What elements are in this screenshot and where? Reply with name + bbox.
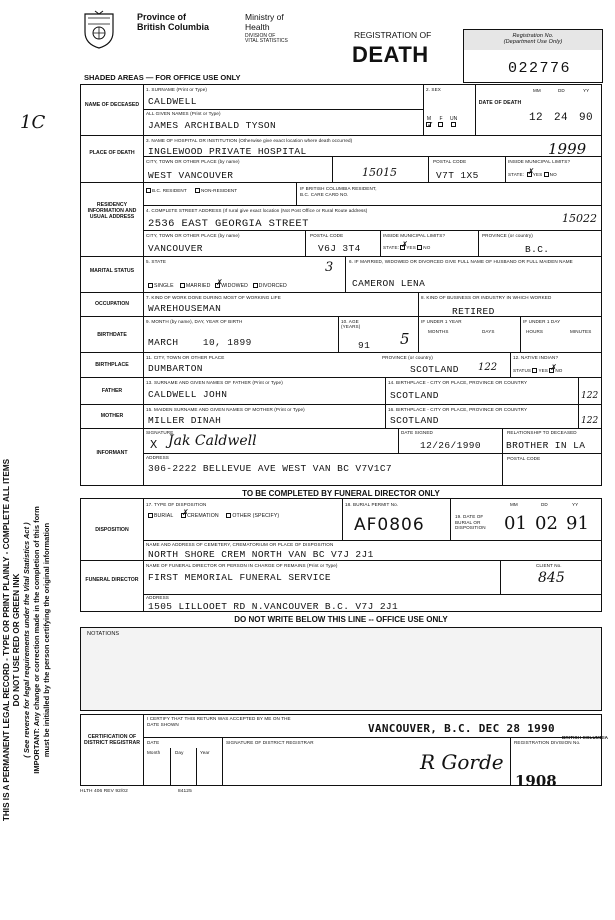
burial-dd: 02 [535,513,558,534]
label-state5: 5. STATE [146,259,167,264]
sex-un-label: UN [450,116,458,122]
mother-code: 122 [581,416,599,426]
label-mother-name: 15. MAIDEN SURNAME AND GIVEN NAMES OF MOTHER (Print or Type) [146,407,305,412]
bc-crest-logo [82,10,116,50]
section-occupation: OCCUPATION [94,301,130,307]
label-month: Month [147,750,161,755]
other-checkbox[interactable] [226,513,231,518]
section-birthdate: BIRTHDATE [97,332,127,338]
burial-yy-label: YY [572,502,579,507]
side-line2: DO NOT USE RED OR GREEN INK [12,573,21,707]
married-checkbox[interactable] [180,283,185,288]
label-res-inside-limits: INSIDE MUNICIPAL LIMITS? [383,233,446,238]
label-province-country: PROVINCE (or country) [482,233,533,238]
death-title: DEATH [352,42,429,67]
ministry-line2: Health [245,22,270,32]
label-british-columbia: BRITISH COLUMBIA [562,735,609,740]
marital-code: 3 [325,260,334,275]
label-days: DAYS [482,329,495,334]
label-dd: DD [558,88,565,93]
label-day: Day [175,750,184,755]
label-yy: YY [583,88,590,93]
label-mm: MM [533,88,541,93]
label-inside-limits: INSIDE MUNICIPAL LIMITS? [508,159,571,164]
ministry-line1: Ministry of [245,12,284,22]
informant-signature: Jak Caldwell [168,433,257,449]
label-if-bc-resident: IF BRITISH COLUMBIA RESIDENT, [300,186,377,191]
side-line4: IMPORTANT: Any change or correction made in the completion of this form [32,506,41,774]
label-date: DATE [147,740,160,745]
division-line2: VITAL STATISTICS [245,38,288,44]
value-business: RETIRED [452,306,495,317]
value-burial-permit: AF0806 [354,515,425,535]
label-res-postal: POSTAL CODE [310,233,344,238]
label-client-no: CLIENT No. [536,563,562,568]
label-complete-address: 4. COMPLETE STREET ADDRESS (If rural give exact location (Not Post Office or Rural Route address) [146,208,368,213]
value-client-no: 845 [538,570,565,586]
section-funeral-director: FUNERAL DIRECTOR [85,577,139,583]
inside-limits-options: STATE: ✗ YES NO [508,167,557,177]
label-informant-postal: POSTAL CODE [507,456,541,461]
value-date-signed: 12/26/1990 [420,440,482,451]
label-birth-month: 9. MONTH (by name), DAY, YEAR OF BIRTH [146,319,243,324]
label-given-names: ALL GIVEN NAMES (Print or Type) [146,111,221,116]
form-number: HLTH 406 REV 92/02 [80,789,128,794]
section-disposition: DISPOSITION [95,527,129,533]
label-fd-address: ADDRESS [146,595,169,600]
value-age: 91 [358,340,371,351]
sex-f-checkbox[interactable] [438,122,443,127]
widowed-checkbox[interactable]: ✗ [216,278,223,287]
value-surname: CALDWELL [148,96,197,107]
sex-m-checkbox[interactable]: ✓ [427,120,434,130]
value-informant-address: 306-2222 BELLEVUE AVE WEST VAN BC V7V1C7 [148,463,393,474]
death-yy: 90 [579,112,594,124]
value-res-postal: V6J 3T4 [318,243,361,254]
label-signature: SIGNATURE [146,430,174,435]
native-no-checkbox[interactable]: ✗ [550,363,558,373]
registration-of: REGISTRATION OF [354,30,432,40]
non-resident-checkbox[interactable] [195,188,200,193]
native-yes-checkbox[interactable] [532,368,537,373]
label-date-of-burial: 19. DATE OF BURIAL OR DISPOSITION [455,514,486,530]
label-mother-birthplace: 16. BIRTHPLACE - CITY OR PLACE, PROVINCE OR COUNTRY [388,407,528,412]
death-mm: 12 [529,112,544,124]
registration-number-box [463,29,603,83]
burial-yy: 91 [566,513,589,534]
city-code: 15015 [362,166,397,179]
label-birth-province: PROVINCE (or country) [382,355,433,360]
birth-code: 122 [478,362,498,373]
bc-resident-checkbox[interactable] [146,188,151,193]
street-code: 15022 [562,212,597,225]
value-mother-birthplace: SCOTLAND [390,415,439,426]
value-occupation: WAREHOUSEMAN [148,303,222,314]
date-of-death-grid [525,84,602,135]
label-sex: 2. SEX [426,87,441,92]
label-sig-registrar: SIGNATURE OF DISTRICT REGISTRAR [226,740,314,745]
label-surname: 1. SURNAME (Print or Type) [146,87,207,92]
division-line1: DIVISION OF [245,33,276,39]
res-inside-options: STATE: ✗ YES NO [383,240,431,250]
section-residency: RESIDENCY INFORMATION AND USUAL ADDRESS [87,202,137,220]
section-marital-status: MARITAL STATUS [89,268,135,274]
death-dd: 24 [554,112,569,124]
inside-no-checkbox[interactable] [544,172,549,177]
label-postal-code: POSTAL CODE [433,159,467,164]
sex-m-label: M [426,116,432,122]
label-native-indian: 12. NATIVE INDIAN? [513,355,559,360]
label-minutes: MINUTES [570,329,592,334]
section-name-of-deceased: NAME OF DECEASED [84,102,140,108]
value-hospital: INGLEWOOD PRIVATE HOSPITAL [148,146,307,157]
label-hospital: 3. NAME OF HOSPITAL OR INSTITUTION (Otherwise give exact location where death occurred) [146,138,353,143]
section-mother: MOTHER [100,413,124,419]
value-spouse: CAMERON LENA [352,278,426,289]
section-informant: INFORMANT [96,450,128,456]
label-relationship: RELATIONSHIP TO DECEASED [507,430,577,435]
label-date-of-death: DATE OF DEATH [478,100,522,106]
label-year: Year [200,750,210,755]
burial-mm-label: MM [510,502,518,507]
side-line1: THIS IS A PERMANENT LEGAL RECORD - TYPE OR PRINT PLAINLY - COMPLETE ALL ITEMS [2,458,11,822]
label-months: MONTHS [428,329,449,334]
label-father-birthplace: 14. BIRTHPLACE - CITY OR PLACE, PROVINCE OR COUNTRY [388,380,528,385]
margin-mark: 1C [20,112,46,133]
reg-no-label1: Registration No. [512,33,554,39]
form-code: 84125 [178,789,192,794]
side-instructions [2,360,72,920]
label-burial-permit: 18. BURIAL PERMIT No. [345,502,399,507]
value-funeral-home: FIRST MEMORIAL FUNERAL SERVICE [148,572,332,583]
label-funeral-home: NAME OF FUNERAL DIRECTOR OR PERSON IN CHARGE OF REMAINS (Print or Type) [146,563,338,568]
value-postal-code: V7T 1X5 [436,170,479,181]
label-hours: HOURS [526,329,544,334]
label-under-1-year: IF UNDER 1 YEAR [421,319,462,324]
label-age: 10. AGE (YEARS) [341,319,361,329]
cremation-checkbox[interactable]: ✗ [182,508,189,517]
label-notations: NOTATIONS [87,631,120,637]
province-line2: British Columbia [137,22,210,32]
single-checkbox[interactable] [148,283,153,288]
informant-x: X [150,438,158,452]
label-under-1-day: IF UNDER 1 DAY [523,319,561,324]
section-father: FATHER [101,388,123,394]
burial-mm: 01 [504,513,527,534]
notations-box [80,627,602,711]
sex-un-checkbox[interactable] [451,122,456,127]
registrar-signature: R Gorde [420,750,504,774]
value-birth-city: DUMBARTON [148,363,203,374]
label-type-of-disposition: 17. TYPE OF DISPOSITION [146,502,207,507]
section-birthplace: BIRTHPLACE [95,362,129,368]
value-father-birthplace: SCOTLAND [390,390,439,401]
label-informant-address: ADDRESS [146,455,169,460]
value-city: WEST VANCOUVER [148,170,234,181]
reg-no-label2: (Department Use Only) [503,39,563,45]
hospital-code: 1999 [548,140,587,158]
do-not-write-heading: DO NOT WRITE BELOW THIS LINE -- OFFICE USE ONLY [234,615,448,624]
label-kind-of-work: 7. KIND OF WORK DONE DURING MOST OF WORKING LIFE [146,295,281,300]
value-birth-province: SCOTLAND [410,364,459,375]
funeral-heading: TO BE COMPLETED BY FUNERAL DIRECTOR ONLY [242,489,440,498]
value-street: 2536 EAST GEORGIA STREET [148,218,309,230]
value-fd-address: 1505 LILLOOET RD N.VANCOUVER B.C. V7J 2J1 [148,601,399,612]
age-code: 5 [400,330,410,348]
section-place-of-death: PLACE OF DEATH [89,150,135,156]
residency-options: B.C. RESIDENT NON-RESIDENT [146,188,237,193]
label-certify: I CERTIFY THAT THIS RETURN WAS ACCEPTED BY ME ON THE DATE SHOWN [147,716,291,727]
marital-options: SINGLE MARRIED ✗ WIDOWED DIVORCED [148,283,287,289]
value-relationship: BROTHER IN LA [506,440,586,451]
label-city: CITY, TOWN OR OTHER PLACE (by name) [146,159,240,164]
father-code: 122 [581,391,599,401]
label-cemetery: NAME AND ADDRESS OF CEMETERY, CREMATORIUM OR PLACE OF DISPOSITION [146,542,334,547]
label-res-city: CITY, TOWN OR OTHER PLACE (by name) [146,233,240,238]
value-res-province: B.C. [525,244,550,255]
value-father: CALDWELL JOHN [148,389,228,400]
division-number: 1908 [515,772,557,790]
burial-dd-label: DD [541,502,548,507]
label-bc-care-card: B.C. CARE CARD NO. [300,192,349,197]
value-cemetery: NORTH SHORE CREM NORTH VAN BC V7J 2J1 [148,549,374,560]
value-given-names: JAMES ARCHIBALD TYSON [148,120,277,131]
inside-yes-checkbox[interactable]: ✗ [527,167,535,177]
label-father-name: 13. SURNAME AND GIVEN NAMES OF FATHER (Print or Type) [146,380,283,385]
stamp-text: VANCOUVER, B.C. DEC 28 1990 [368,722,555,735]
sex-options [426,116,457,128]
label-birth-city: 11. CITY, TOWN OR OTHER PLACE [146,355,225,360]
burial-checkbox[interactable] [148,513,153,518]
res-yes-checkbox[interactable]: ✗ [401,240,409,250]
res-no-checkbox[interactable] [417,245,422,250]
label-date-signed: DATE SIGNED [401,430,433,435]
side-line3: ( See reverse for legal requirements under the Vital Statistics Act ) [22,522,31,758]
province-line1: Province of [137,12,187,22]
divorced-checkbox[interactable] [253,283,258,288]
shaded-areas-note: SHADED AREAS — FOR OFFICE USE ONLY [84,73,241,82]
value-mother: MILLER DINAH [148,415,222,426]
label-kind-of-business: 8. KIND OF BUSINESS OR INDUSTRY IN WHICH WORKED [421,295,552,300]
native-indian-options: STATUS YES ✗ NO [513,363,563,373]
value-birth-date: MARCH 10, 1899 [148,337,252,348]
side-line5: must be initialled by the person certifying the original information [42,522,51,758]
disposition-options: BURIAL ✗ CREMATION OTHER (SPECIFY) [148,513,279,519]
label-reg-division: REGISTRATION DIVISION No. [514,740,581,745]
sex-f-label: F [439,116,443,122]
section-certification: CERTIFICATION OF DISTRICT REGISTRAR [84,734,140,746]
label-spouse: 6. IF MARRIED, WIDOWED OR DIVORCED GIVE FULL NAME OF HUSBAND OR FULL MAIDEN NAME [349,259,573,264]
reg-no-value: 022776 [508,60,572,77]
value-res-city: VANCOUVER [148,243,203,254]
